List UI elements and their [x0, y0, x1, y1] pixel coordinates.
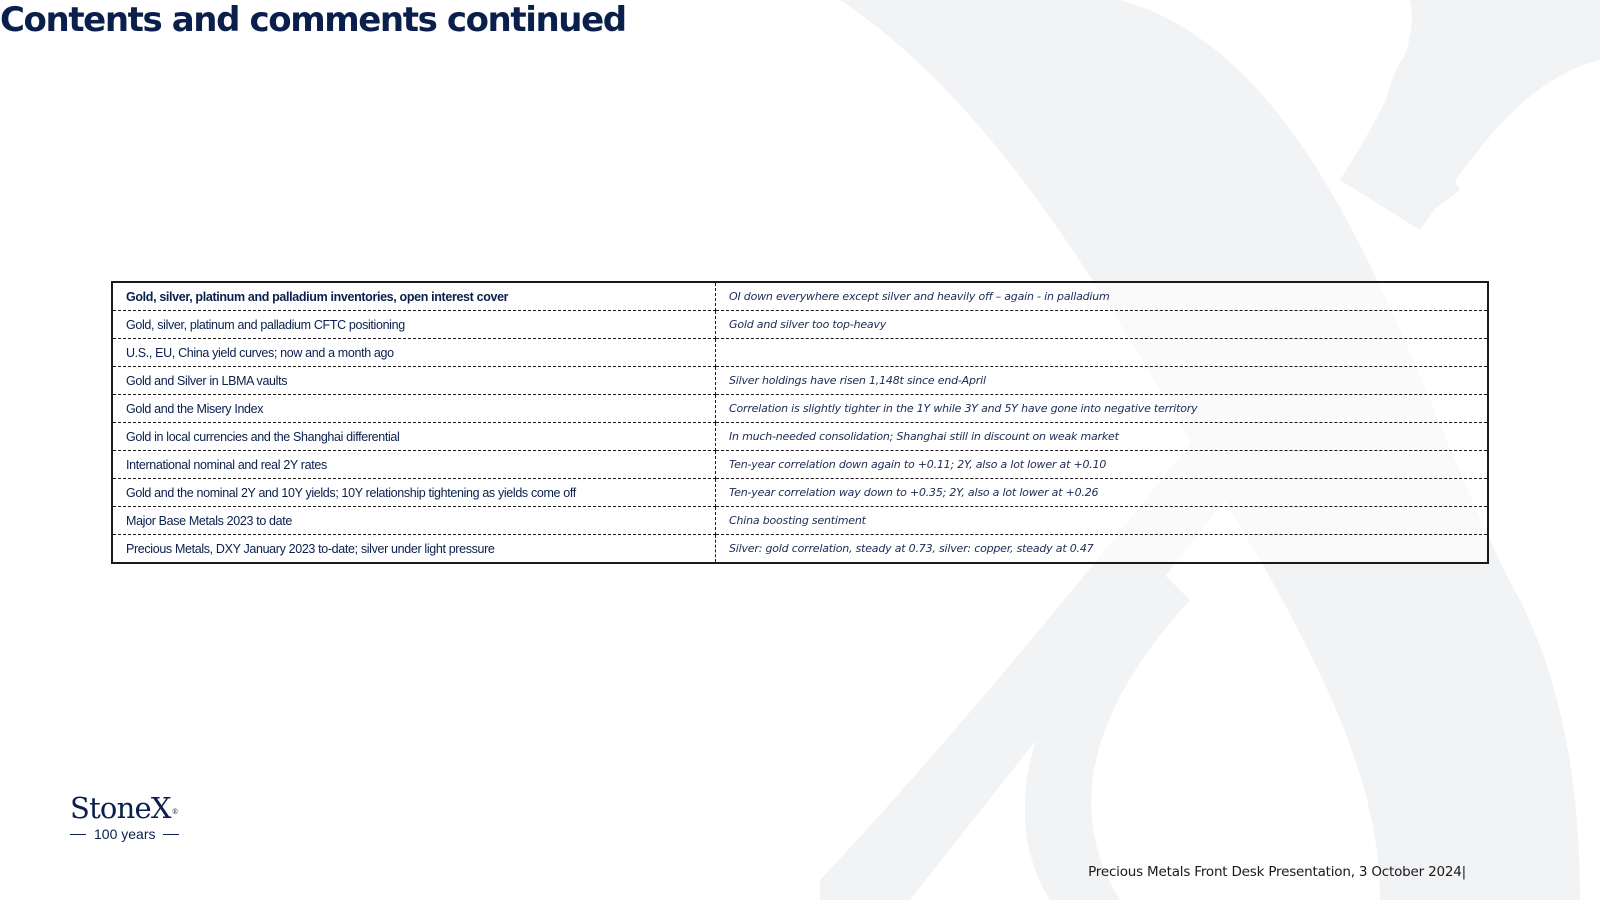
table-row — [112, 507, 1488, 535]
topic-cell: Gold and the nominal 2Y and 10Y yields; 10Y relationship tightening as yields come off — [112, 479, 716, 507]
registered-mark: ® — [171, 808, 178, 816]
page-title: Contents and comments continued — [0, 0, 626, 40]
topic-cell: Gold, silver, platinum and palladium CFTC positioning — [112, 311, 716, 339]
topic-cell: Gold and Silver in LBMA vaults — [112, 367, 716, 395]
logo-tagline — [70, 826, 179, 842]
comment-cell: Silver: gold correlation, steady at 0.73, silver: copper, steady at 0.47 — [716, 535, 1489, 564]
tagline-text: 100 years — [94, 826, 156, 842]
comment-cell: Silver holdings have risen 1,148t since end-April — [716, 367, 1489, 395]
comment-cell — [716, 339, 1489, 367]
comment-cell: OI down everywhere except silver and heavily off – again - in palladium — [716, 282, 1489, 311]
topic-cell: Major Base Metals 2023 to date — [112, 507, 716, 535]
logo-wordmark — [70, 792, 179, 824]
tagline-rule-left — [70, 834, 86, 835]
logo-name: StoneX — [70, 791, 171, 825]
comment-cell: China boosting sentiment — [716, 507, 1489, 535]
table-row — [112, 423, 1488, 451]
table-row — [112, 367, 1488, 395]
comment-cell: Gold and silver too top-heavy — [716, 311, 1489, 339]
table-row — [112, 535, 1488, 564]
stonex-logo — [70, 792, 179, 842]
topic-cell: Gold in local currencies and the Shanghai differential — [112, 423, 716, 451]
topic-cell: Gold, silver, platinum and palladium inventories, open interest cover — [112, 282, 716, 311]
topic-cell: Precious Metals, DXY January 2023 to-date; silver under light pressure — [112, 535, 716, 564]
table-row — [112, 339, 1488, 367]
table-row — [112, 451, 1488, 479]
footer-presentation-label: Precious Metals Front Desk Presentation, 3 October 2024| — [1088, 864, 1466, 880]
table-row — [112, 479, 1488, 507]
table-row — [112, 282, 1488, 311]
tagline-rule-right — [163, 834, 179, 835]
comment-cell: Correlation is slightly tighter in the 1Y while 3Y and 5Y have gone into negative territory — [716, 395, 1489, 423]
table-row — [112, 395, 1488, 423]
comment-cell: Ten-year correlation down again to +0.11; 2Y, also a lot lower at +0.10 — [716, 451, 1489, 479]
topic-cell: Gold and the Misery Index — [112, 395, 716, 423]
topic-cell: International nominal and real 2Y rates — [112, 451, 716, 479]
comment-cell: Ten-year correlation way down to +0.35; 2Y, also a lot lower at +0.26 — [716, 479, 1489, 507]
topic-cell: U.S., EU, China yield curves; now and a month ago — [112, 339, 716, 367]
table-row — [112, 311, 1488, 339]
contents-table — [111, 281, 1489, 564]
comment-cell: In much-needed consolidation; Shanghai still in discount on weak market — [716, 423, 1489, 451]
